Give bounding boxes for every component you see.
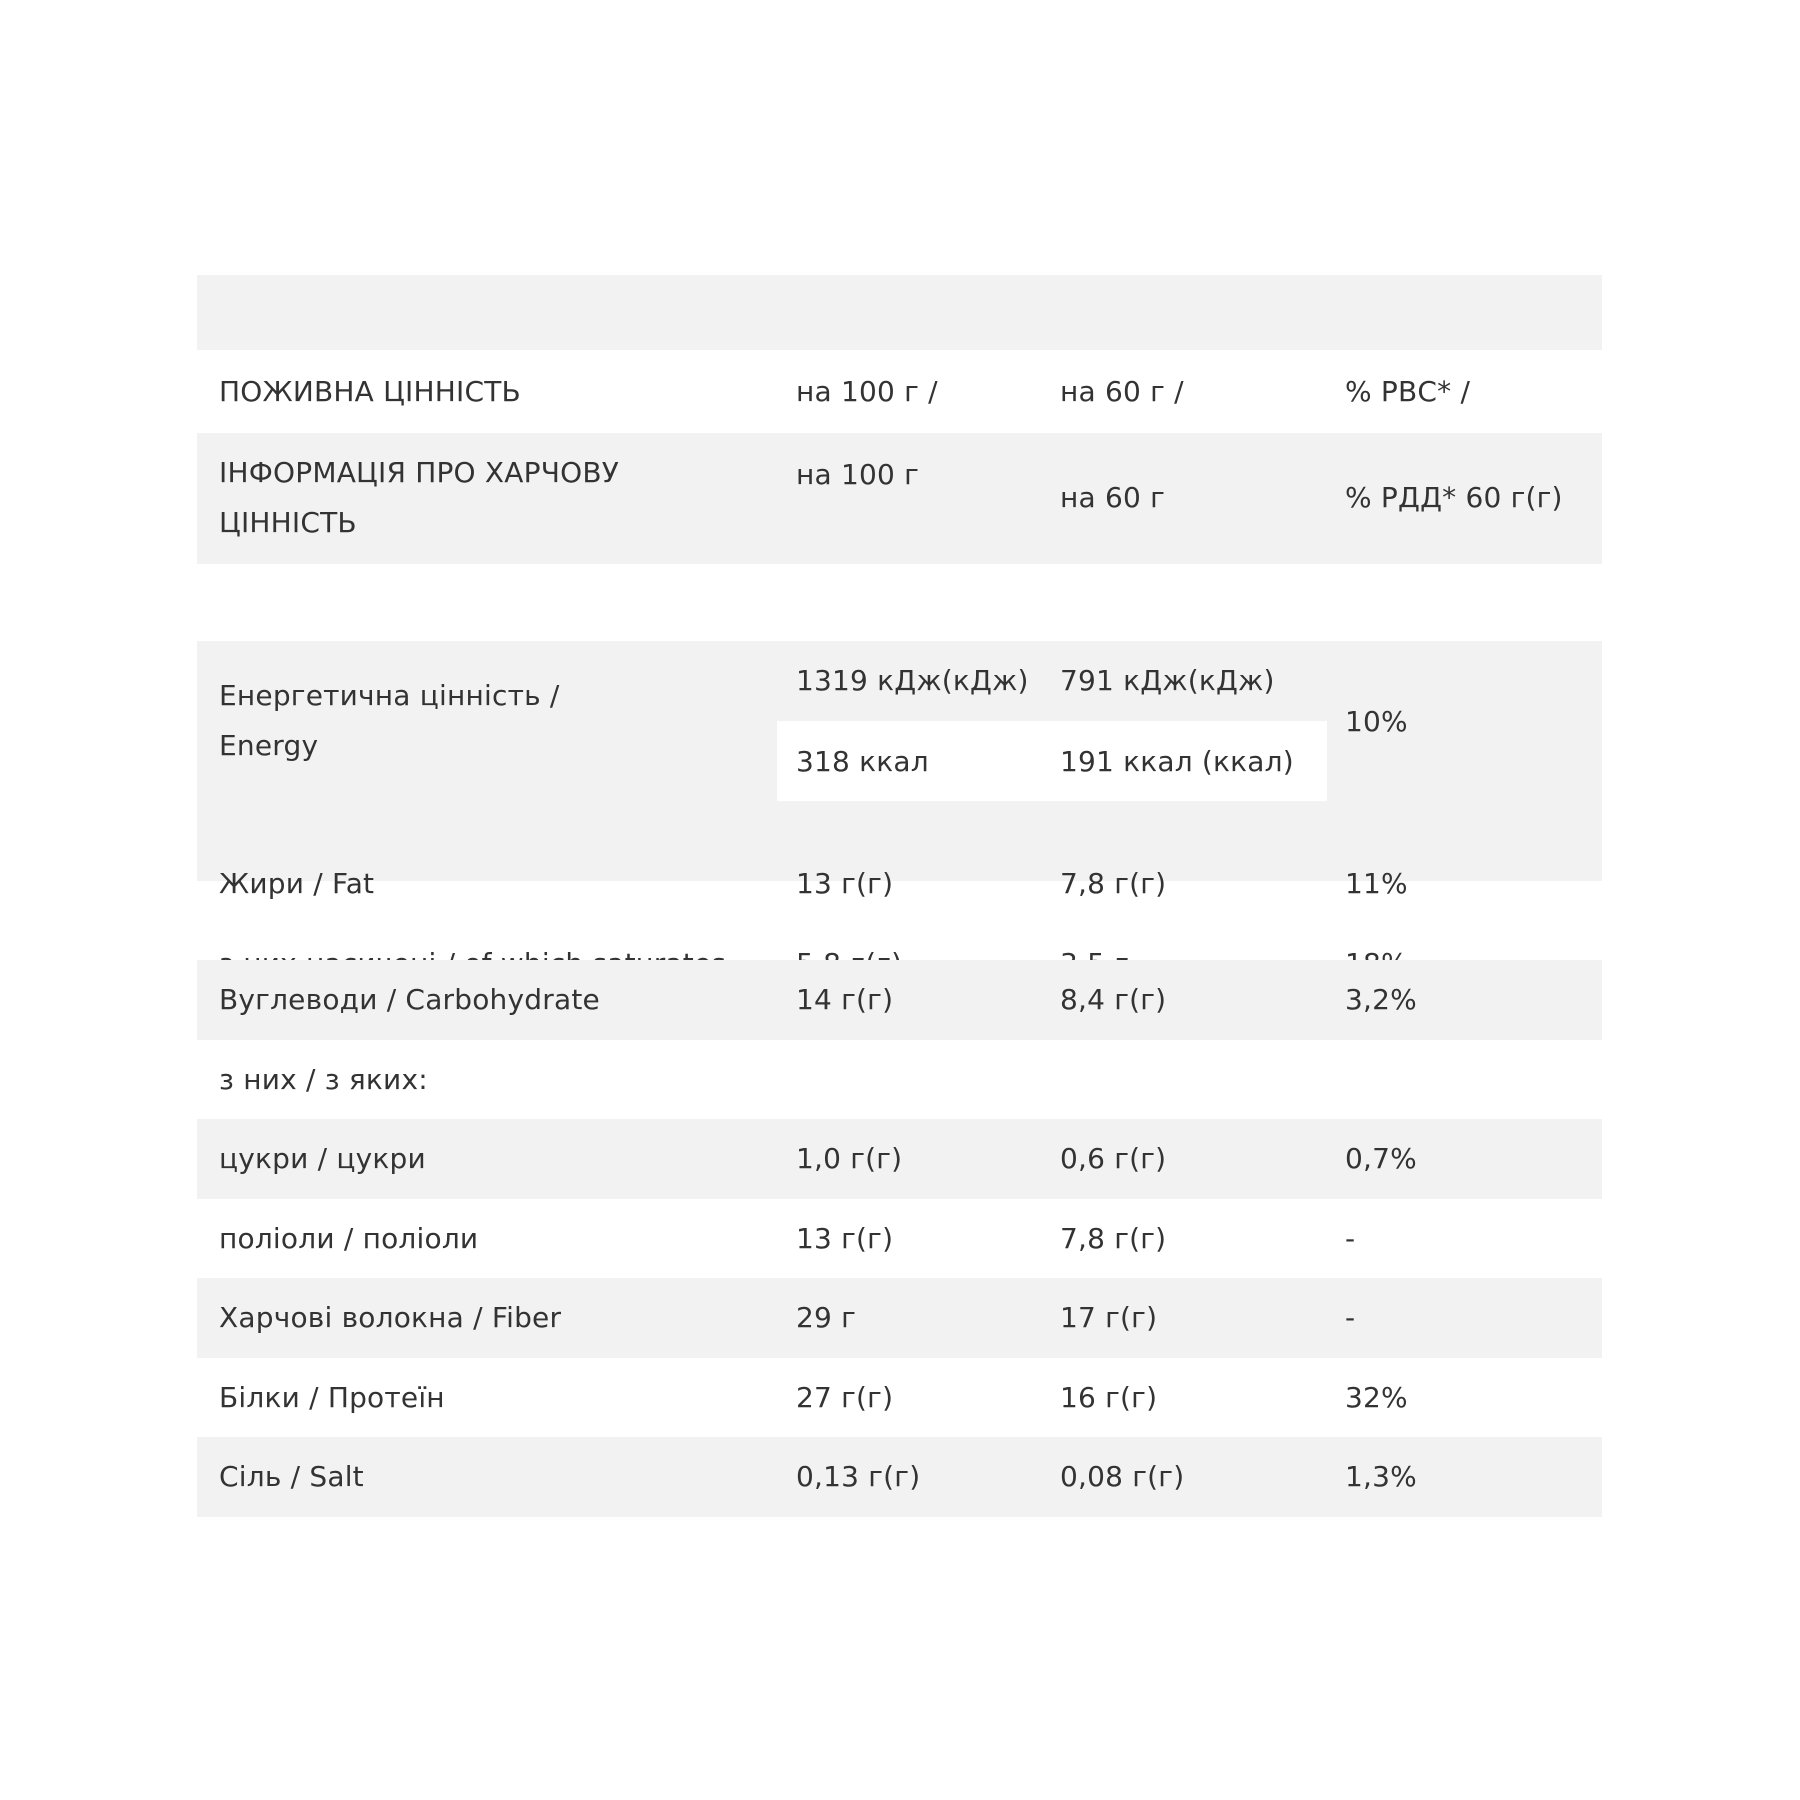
- row-salt-per100: 0,13 г(г): [796, 1460, 921, 1493]
- row-protein-name: Білки / Протеїн: [219, 1381, 445, 1414]
- row-salt-per60: 0,08 г(г): [1060, 1460, 1185, 1493]
- row-carb-per60: 8,4 г(г): [1060, 983, 1167, 1016]
- header-rda: % РДД* 60 г(г): [1345, 481, 1563, 514]
- header-per100: на 100 г: [796, 458, 920, 491]
- table-row: [197, 1119, 1602, 1199]
- row-fiber-per100: 29 г: [796, 1301, 857, 1334]
- row-fiber-per60: 17 г(г): [1060, 1301, 1158, 1334]
- header-per60: на 60 г /: [1060, 375, 1184, 408]
- row-of-which-name: з них / з яких:: [219, 1063, 428, 1096]
- row-polyols-per60: 7,8 г(г): [1060, 1222, 1167, 1255]
- row-sugars-per60: 0,6 г(г): [1060, 1142, 1167, 1175]
- row-sugars-rda: 0,7%: [1345, 1142, 1417, 1175]
- energy-rda: 10%: [1345, 705, 1408, 738]
- table-row: [197, 1278, 1602, 1358]
- row-fat-per60: 7,8 г(г): [1060, 867, 1167, 900]
- row-carb-rda: 3,2%: [1345, 983, 1417, 1016]
- row-polyols-name: поліоли / поліоли: [219, 1222, 479, 1255]
- energy-name-line2: Energy: [219, 729, 319, 762]
- table-row: [197, 1437, 1602, 1517]
- table-top-band: [197, 275, 1602, 350]
- row-fiber-rda: -: [1345, 1301, 1356, 1334]
- row-fat-name: Жири / Fat: [219, 867, 375, 900]
- row-polyols-rda: -: [1345, 1222, 1356, 1255]
- row-fat-rda: 11%: [1345, 867, 1408, 900]
- energy-kj-60: 791 кДж(кДж): [1060, 664, 1275, 697]
- row-fiber-name: Харчові волокна / Fiber: [219, 1301, 562, 1334]
- energy-kcal-100: 318 ккал: [796, 745, 929, 778]
- row-salt-name: Сіль / Salt: [219, 1460, 364, 1493]
- header-name: ПОЖИВНА ЦІННІСТЬ: [219, 375, 521, 408]
- row-protein-per100: 27 г(г): [796, 1381, 894, 1414]
- energy-row: [197, 641, 1602, 881]
- energy-name-line1: Енергетична цінність /: [219, 679, 560, 712]
- header-name-line1: ІНФОРМАЦІЯ ПРО ХАРЧОВУ: [219, 456, 620, 489]
- energy-kcal-60: 191 ккал (ккал): [1060, 745, 1294, 778]
- row-carb-name: Вуглеводи / Carbohydrate: [219, 983, 600, 1016]
- row-protein-rda: 32%: [1345, 1381, 1408, 1414]
- row-sugars-per100: 1,0 г(г): [796, 1142, 903, 1175]
- energy-kj-100: 1319 кДж(кДж): [796, 664, 1029, 697]
- row-fat-per100: 13 г(г): [796, 867, 894, 900]
- header-rda: % РВС* /: [1345, 375, 1471, 408]
- row-polyols-per100: 13 г(г): [796, 1222, 894, 1255]
- row-sugars-name: цукри / цукри: [219, 1142, 426, 1175]
- row-salt-rda: 1,3%: [1345, 1460, 1417, 1493]
- row-protein-per60: 16 г(г): [1060, 1381, 1158, 1414]
- header-per100: на 100 г /: [796, 375, 938, 408]
- header-row-2: [197, 433, 1602, 564]
- table-row: [197, 960, 1602, 1040]
- row-carb-per100: 14 г(г): [796, 983, 894, 1016]
- header-per60: на 60 г: [1060, 481, 1166, 514]
- header-name-line2: ЦІННІСТЬ: [219, 506, 357, 539]
